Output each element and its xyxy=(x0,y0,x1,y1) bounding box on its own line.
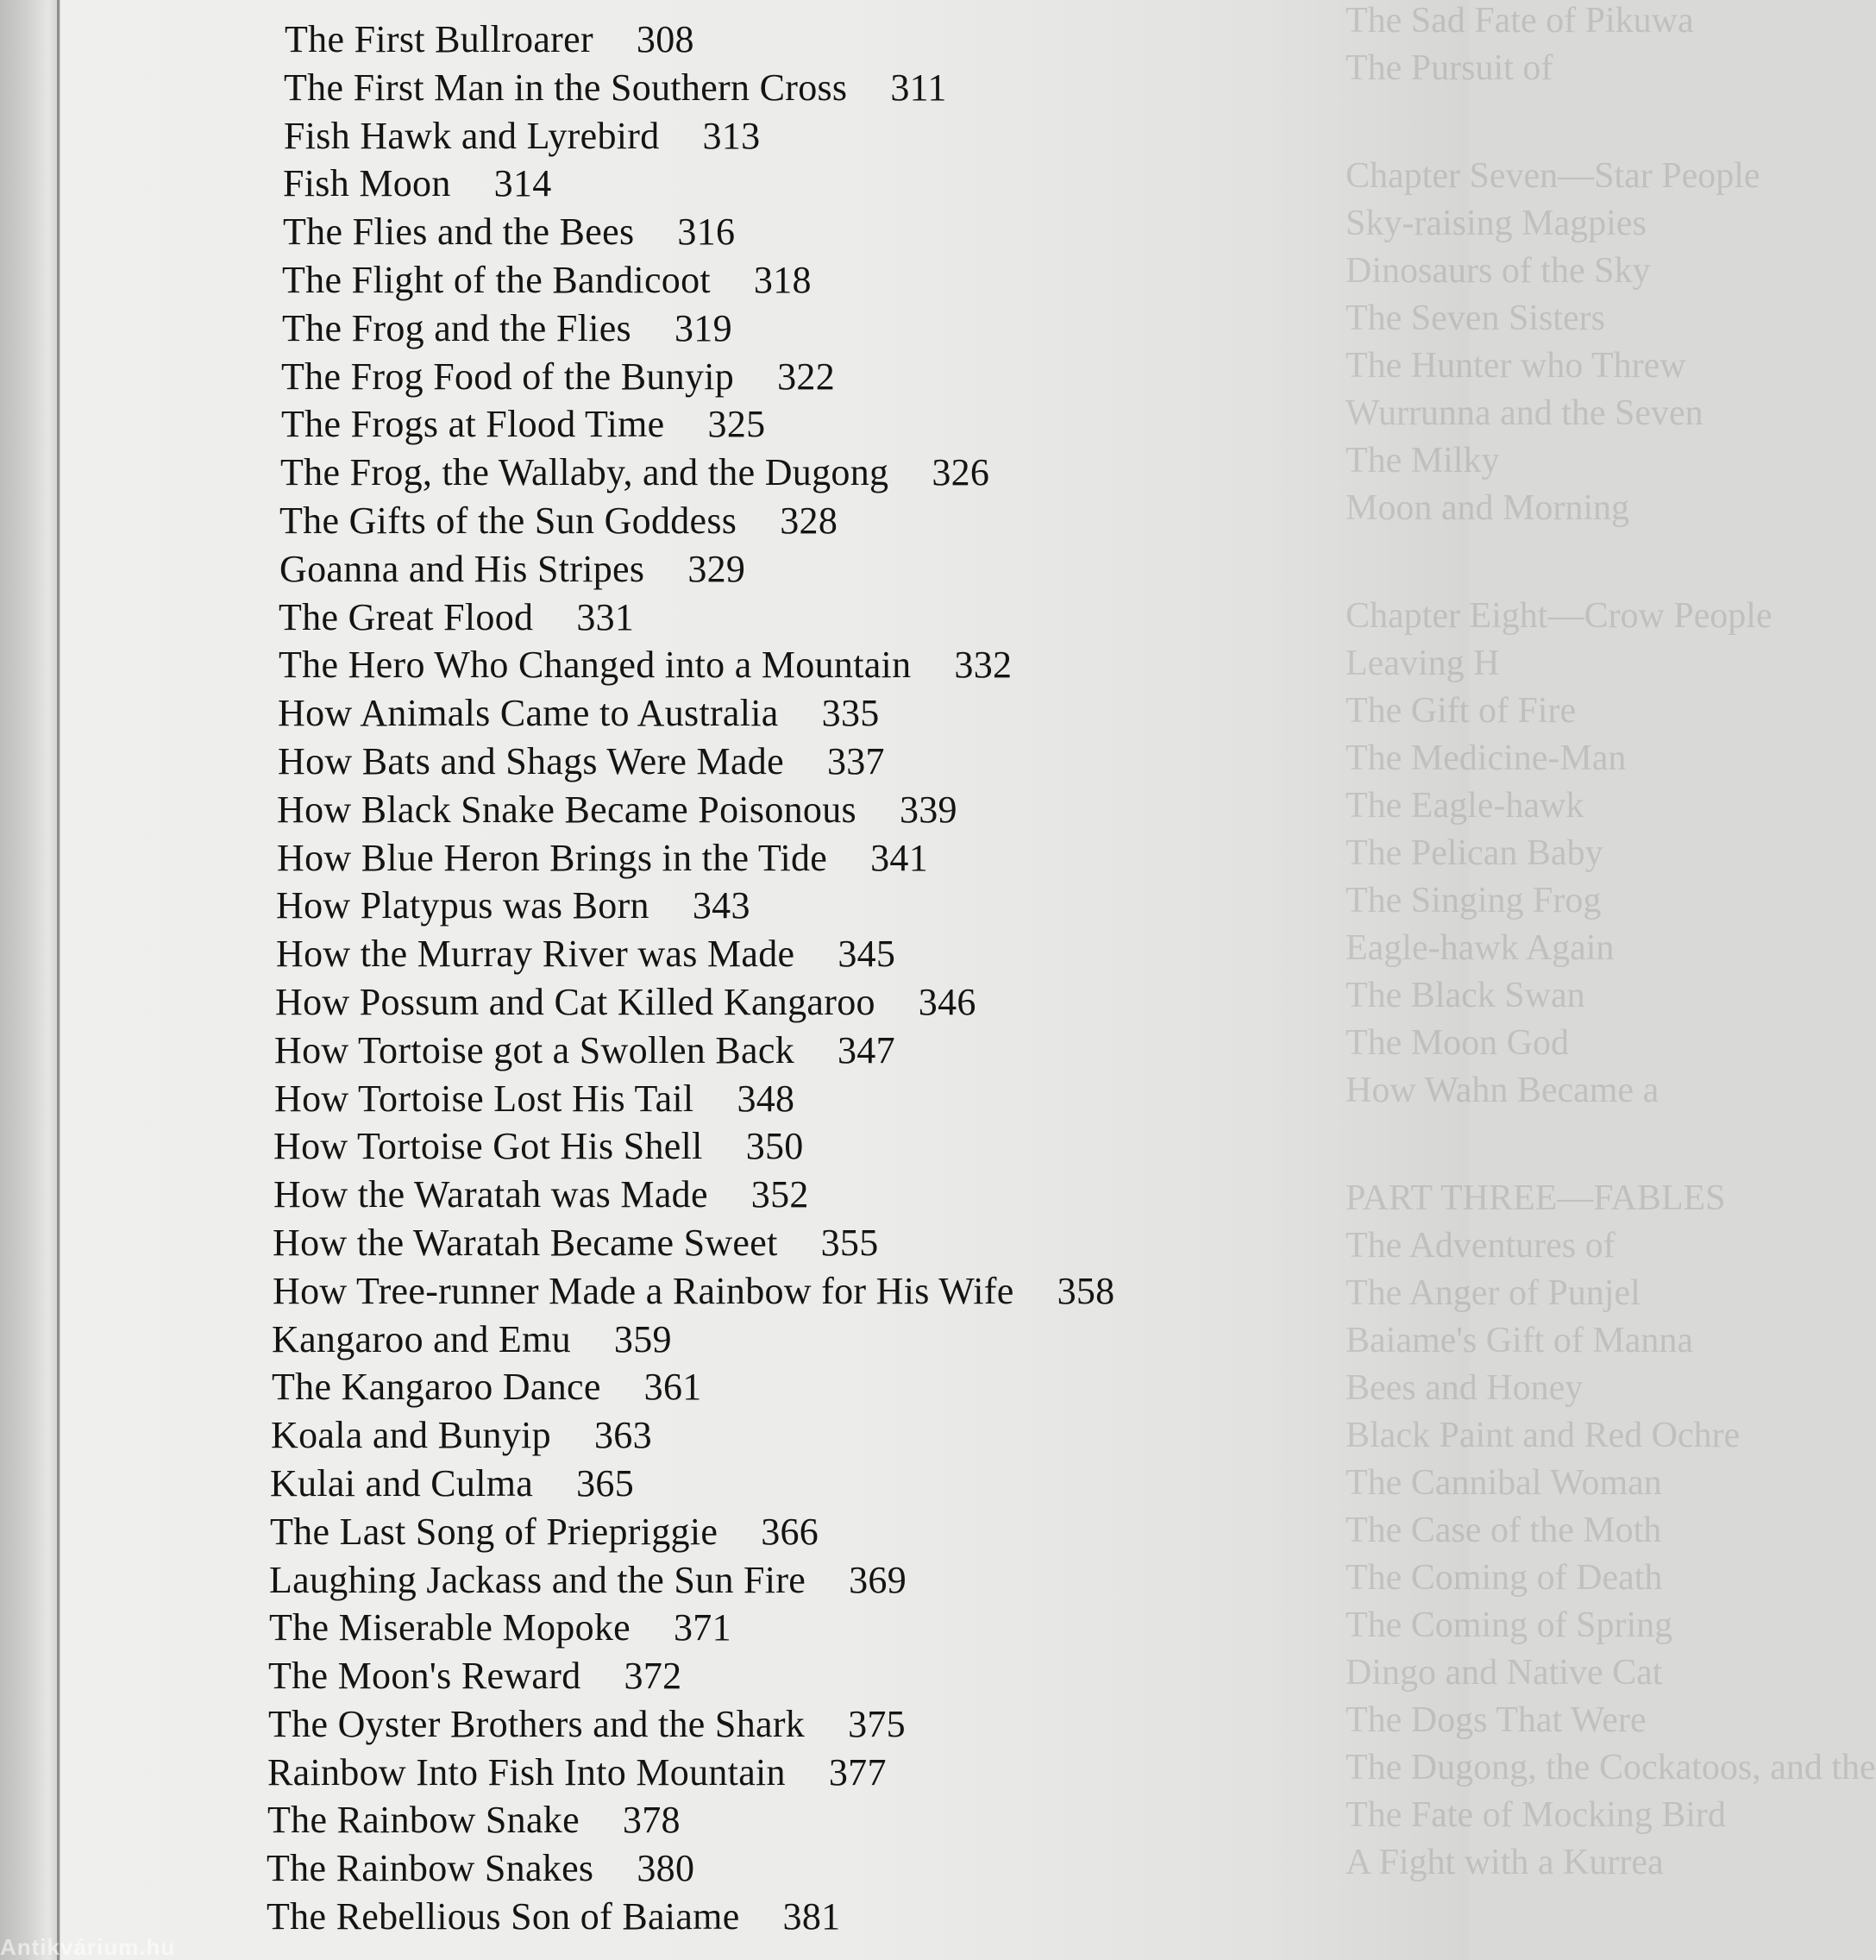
toc-entry-page-number: 369 xyxy=(849,1558,907,1601)
show-through-line: Baiame's Gift of Manna xyxy=(1346,1321,1693,1360)
toc-entry xyxy=(279,545,1406,594)
book-spine-line xyxy=(57,0,60,1960)
toc-entry-title: How Tree-runner Made a Rainbow for His Wife xyxy=(273,1269,1014,1312)
book-page-edge xyxy=(0,0,60,1960)
toc-entry-page-number: 337 xyxy=(826,739,885,782)
show-through-line: The Gift of Fire xyxy=(1346,691,1577,731)
toc-entry xyxy=(268,1652,1406,1700)
show-through-line: The Adventures of xyxy=(1346,1226,1616,1266)
show-through-line: The Dogs That Were xyxy=(1346,1700,1647,1740)
show-through-line: The Cannibal Woman xyxy=(1346,1463,1662,1503)
toc-entry xyxy=(268,1700,1406,1749)
toc-entry xyxy=(280,449,1406,497)
toc-entry xyxy=(274,1027,1406,1075)
toc-entry-page-number: 316 xyxy=(677,210,736,254)
toc-entry-page-number: 359 xyxy=(613,1317,672,1360)
show-through-line: The Milky xyxy=(1346,441,1500,481)
toc-entry xyxy=(279,497,1406,545)
toc-entry-title: Kulai and Culma xyxy=(270,1461,534,1505)
show-through-line: The Pelican Baby xyxy=(1346,833,1603,873)
toc-entry xyxy=(277,834,1406,883)
toc-entry-page-number: 347 xyxy=(838,1028,895,1071)
toc-entry-title: How Black Snake Became Poisonous xyxy=(277,788,856,831)
toc-entry-page-number: 341 xyxy=(870,836,929,879)
toc-entry-page-number: 319 xyxy=(674,306,732,349)
toc-entry-page-number: 363 xyxy=(593,1414,652,1457)
toc-entry-title: How the Murray River was Made xyxy=(276,933,795,976)
toc-entry xyxy=(283,208,1406,256)
toc-entry-title: The Gifts of the Sun Goddess xyxy=(279,499,737,542)
show-through-line: The Hunter who Threw xyxy=(1346,346,1686,386)
toc-entry-page-number: 345 xyxy=(838,933,896,976)
show-through-line: PART THREE—FABLES xyxy=(1346,1178,1726,1218)
toc-entry-title: The Moon's Reward xyxy=(268,1655,581,1698)
toc-entry-page-number: 318 xyxy=(753,258,812,301)
show-through-line: The Singing Frog xyxy=(1346,881,1602,920)
toc-entry-title: How Animals Came to Australia xyxy=(278,692,779,735)
toc-entry xyxy=(283,160,1406,208)
show-through-line: The Fate of Mocking Bird xyxy=(1346,1795,1726,1835)
show-through-line: A Fight with a Kurrea xyxy=(1346,1843,1664,1882)
toc-entry xyxy=(285,16,1406,64)
toc-entry-page-number: 346 xyxy=(918,980,976,1023)
toc-entry-title: Rainbow Into Fish Into Mountain xyxy=(267,1750,786,1794)
toc-entry-title: The Miserable Mopoke xyxy=(269,1606,631,1649)
toc-entry-title: The Frogs at Flood Time xyxy=(281,403,665,446)
toc-entry-title: How Blue Heron Brings in the Tide xyxy=(277,836,828,879)
toc-entry-page-number: 371 xyxy=(674,1606,731,1649)
toc-entry-title: The First Bullroarer xyxy=(285,18,593,60)
toc-entry-title: How Platypus was Born xyxy=(276,884,649,927)
toc-entry-title: How the Waratah Became Sweet xyxy=(273,1221,778,1264)
toc-entry xyxy=(279,594,1406,642)
toc-entry-page-number: 325 xyxy=(707,403,766,446)
toc-entry-page-number: 380 xyxy=(637,1847,695,1890)
show-through-line: Black Paint and Red Ochre xyxy=(1346,1416,1741,1455)
toc-entry xyxy=(267,1844,1406,1893)
toc-entry xyxy=(272,1316,1406,1364)
toc-entry xyxy=(269,1604,1406,1652)
toc-entry xyxy=(272,1363,1406,1411)
toc-entry-page-number: 308 xyxy=(636,18,694,60)
show-through-line: How Wahn Became a xyxy=(1346,1071,1660,1110)
toc-entry-title: The Frog Food of the Bunyip xyxy=(281,355,735,398)
toc-entry-page-number: 329 xyxy=(687,547,746,590)
show-through-line: Bees and Honey xyxy=(1346,1368,1584,1408)
toc-entry-page-number: 361 xyxy=(643,1366,702,1409)
toc-entry xyxy=(282,256,1406,305)
show-through-line: Eagle-hawk Again xyxy=(1346,928,1615,968)
toc-entry-title: Laughing Jackass and the Sun Fire xyxy=(269,1558,806,1601)
toc-entry xyxy=(273,1171,1406,1219)
toc-entry xyxy=(273,1122,1406,1171)
toc-entry-page-number: 322 xyxy=(777,355,835,398)
toc-entry xyxy=(269,1556,1406,1605)
toc-entry xyxy=(282,305,1406,353)
toc-entry-title: Koala and Bunyip xyxy=(271,1414,551,1457)
show-through-line: The Coming of Death xyxy=(1346,1558,1663,1598)
toc-entry xyxy=(284,64,1406,112)
show-through-line: Moon and Morning xyxy=(1346,488,1629,528)
toc-entry xyxy=(281,400,1406,449)
toc-entry-page-number: 348 xyxy=(737,1077,795,1120)
toc-entry xyxy=(274,1075,1406,1123)
toc-entry xyxy=(273,1219,1406,1267)
show-through-line: Dinosaurs of the Sky xyxy=(1346,251,1651,291)
toc-entry xyxy=(267,1749,1406,1797)
toc-entry-title: The First Man in the Southern Cross xyxy=(284,66,848,109)
show-through-line: Wurrunna and the Seven xyxy=(1346,393,1703,433)
toc-entry-title: The Frog and the Flies xyxy=(282,306,631,349)
toc-entry-page-number: 313 xyxy=(702,114,761,157)
toc-entry xyxy=(276,930,1406,978)
toc-entry-page-number: 335 xyxy=(821,692,880,735)
show-through-line: Leaving H xyxy=(1346,644,1500,683)
toc-entry-title: How Possum and Cat Killed Kangaroo xyxy=(275,980,875,1023)
toc-entry-page-number: 352 xyxy=(750,1173,809,1216)
toc-entry xyxy=(279,641,1406,689)
toc-entry-title: Kangaroo and Emu xyxy=(272,1317,571,1360)
toc-entry-page-number: 358 xyxy=(1057,1269,1115,1312)
toc-entry-page-number: 381 xyxy=(782,1895,841,1938)
toc-entry xyxy=(276,882,1406,930)
toc-entry-title: The Rainbow Snake xyxy=(267,1799,580,1842)
show-through-line: The Black Swan xyxy=(1346,976,1585,1015)
toc-entry-title: How Bats and Shags Were Made xyxy=(278,739,784,782)
toc-entry-title: The Great Flood xyxy=(279,595,534,638)
show-through-line: The Seven Sisters xyxy=(1346,298,1605,338)
toc-entry-title: How Tortoise Got His Shell xyxy=(273,1125,703,1168)
show-through-line: The Pursuit of xyxy=(1346,48,1553,88)
toc-entry-page-number: 314 xyxy=(493,162,552,205)
show-through-line: The Coming of Spring xyxy=(1346,1605,1673,1645)
show-through-line: The Medicine-Man xyxy=(1346,738,1627,778)
toc-entry xyxy=(273,1267,1406,1316)
toc-entry-title: The Hero Who Changed into a Mountain xyxy=(279,644,912,687)
toc-entry-page-number: 355 xyxy=(820,1221,879,1264)
toc-entry-title: Fish Moon xyxy=(283,162,451,205)
toc-entry-page-number: 343 xyxy=(692,884,750,927)
toc-entry xyxy=(284,112,1406,160)
toc-entry-title: The Kangaroo Dance xyxy=(272,1366,601,1409)
toc-entry-page-number: 378 xyxy=(622,1799,681,1842)
show-through-line: Dingo and Native Cat xyxy=(1346,1653,1663,1693)
toc-entry-page-number: 372 xyxy=(624,1655,682,1698)
show-through-line: The Eagle-hawk xyxy=(1346,786,1584,826)
toc-entry xyxy=(270,1508,1406,1556)
toc-entry-title: The Rebellious Son of Baiame xyxy=(267,1895,740,1938)
show-through-line: Chapter Eight—Crow People xyxy=(1346,596,1772,636)
toc-entry-title: The Rainbow Snakes xyxy=(267,1847,594,1890)
toc-entry xyxy=(281,353,1406,401)
toc-entry-page-number: 350 xyxy=(745,1125,804,1168)
toc-entry-title: Fish Hawk and Lyrebird xyxy=(284,114,660,157)
toc-entry-page-number: 377 xyxy=(828,1750,887,1794)
show-through-line: The Moon God xyxy=(1346,1023,1569,1063)
toc-entry-page-number: 326 xyxy=(932,451,990,494)
show-through-line: The Case of the Moth xyxy=(1346,1511,1662,1550)
toc-entry-title: The Oyster Brothers and the Shark xyxy=(268,1702,806,1745)
toc-entry-title: The Flies and the Bees xyxy=(283,210,635,254)
toc-entry xyxy=(275,978,1406,1027)
toc-entry-title: The Last Song of Priepriggie xyxy=(270,1510,718,1553)
table-of-contents xyxy=(267,16,1406,1941)
toc-entry-page-number: 311 xyxy=(890,66,947,109)
toc-entry-title: How the Waratah was Made xyxy=(273,1173,708,1216)
toc-entry-page-number: 375 xyxy=(848,1702,906,1745)
toc-entry-title: Goanna and His Stripes xyxy=(279,547,645,590)
toc-entry-title: The Flight of the Bandicoot xyxy=(282,258,711,301)
toc-entry-page-number: 331 xyxy=(576,595,635,638)
toc-entry-title: The Frog, the Wallaby, and the Dugong xyxy=(280,451,889,494)
toc-entry xyxy=(277,786,1406,834)
toc-entry-page-number: 328 xyxy=(780,499,838,542)
toc-entry xyxy=(278,689,1406,738)
toc-entry xyxy=(267,1893,1406,1941)
toc-entry-page-number: 366 xyxy=(761,1510,819,1553)
toc-entry-page-number: 332 xyxy=(954,644,1013,687)
toc-entry-title: How Tortoise Lost His Tail xyxy=(274,1077,694,1120)
show-through-line: The Sad Fate of Pikuwa xyxy=(1346,1,1694,41)
toc-entry xyxy=(271,1411,1406,1460)
show-through-line: The Anger of Punjel xyxy=(1346,1273,1641,1313)
toc-entry xyxy=(270,1460,1406,1508)
show-through-line: The Dugong, the Cockatoos, and the xyxy=(1346,1748,1876,1787)
show-through-line: Chapter Seven—Star People xyxy=(1346,156,1760,196)
toc-entry xyxy=(278,738,1406,786)
show-through-line: Sky-raising Magpies xyxy=(1346,204,1647,243)
toc-entry-page-number: 339 xyxy=(899,788,957,831)
toc-entry-page-number: 365 xyxy=(576,1461,635,1505)
toc-entry-title: How Tortoise got a Swollen Back xyxy=(274,1028,794,1071)
toc-entry xyxy=(267,1796,1406,1844)
watermark: Antikvárium.hu xyxy=(0,1934,176,1960)
